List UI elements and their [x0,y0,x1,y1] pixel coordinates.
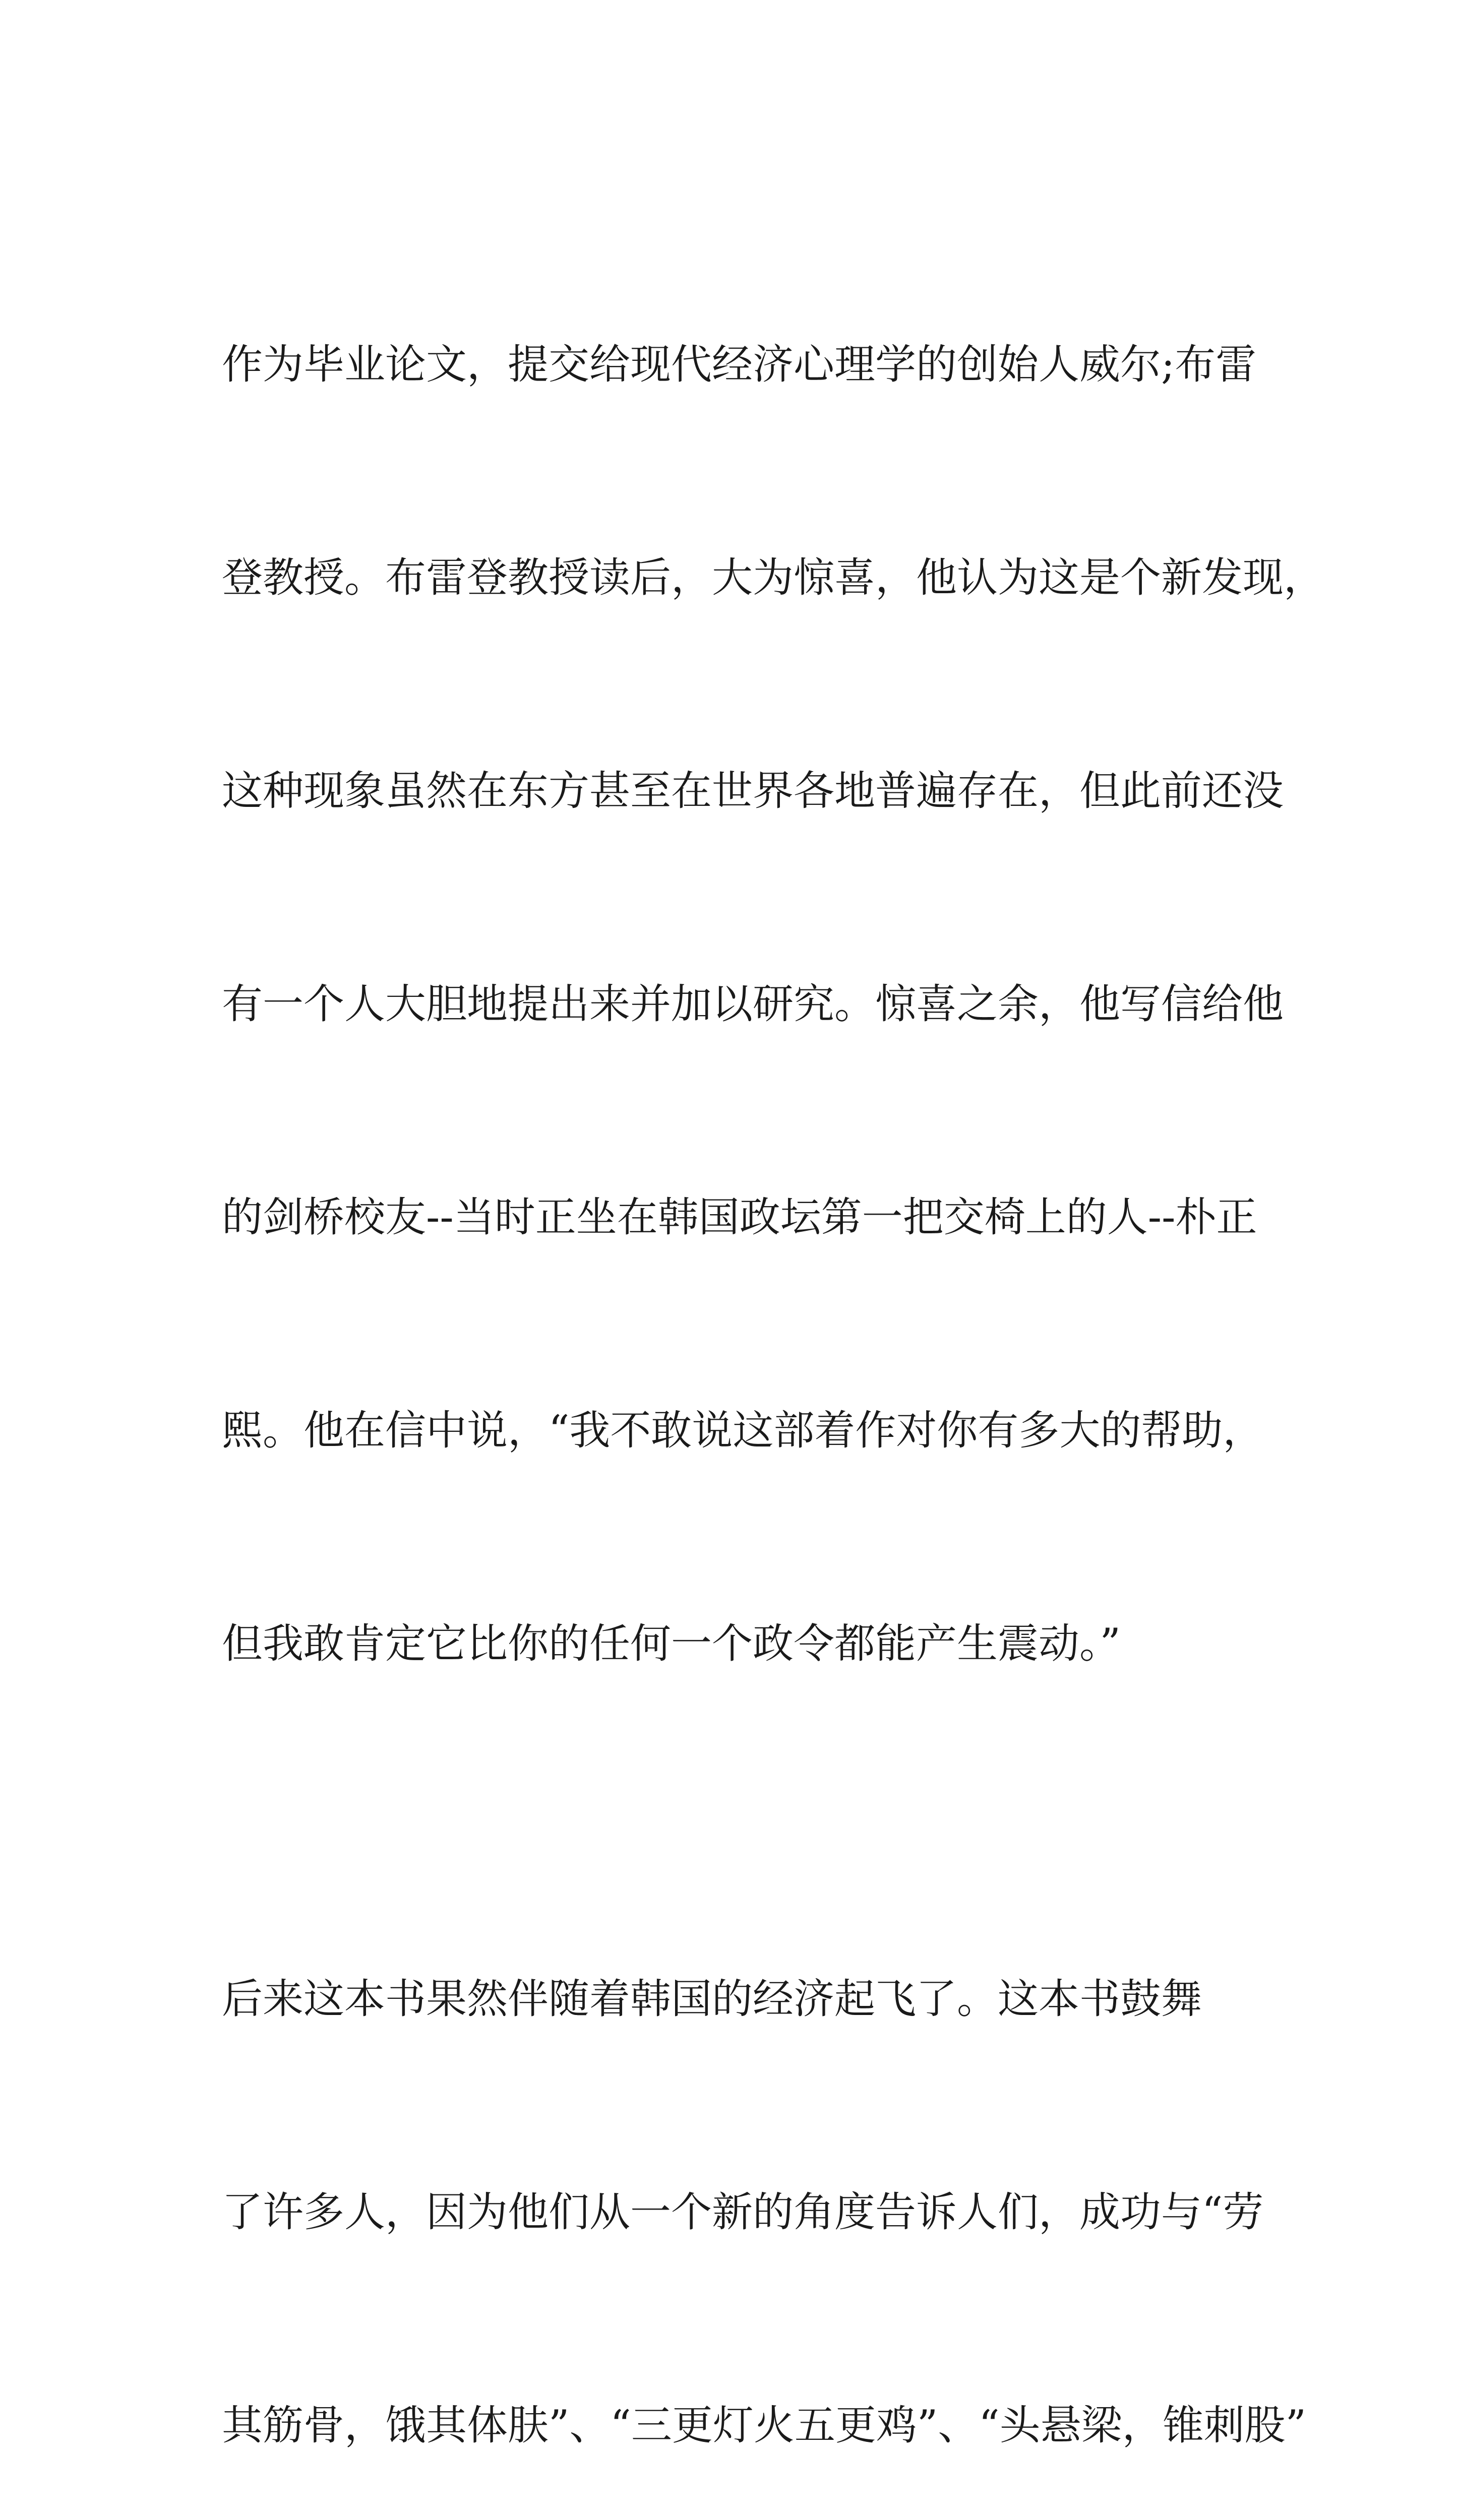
text-line: 后来这本书果然伴随着韩国的经济起飞了。这本书鼓舞 [222,1976,1202,2023]
text-line: 这种现象虽然在东方甚至在世界各地普遍存在，但此前还没 [222,768,1284,815]
text-line: 但我敢肯定它比你的任何一个政令都能产生震动。” [222,1620,1121,1668]
paragraph-1 [222,187,1325,1822]
text-line: 的剑桥校友--当时正坐在韩国政坛第一把交椅上的人--朴正 [222,1194,1257,1241]
text-line: 作为毕业论文，提交给现代经济心理学的创始人威尔;布雷 [222,341,1257,389]
document-body [222,187,1325,2520]
text-line: 有一个人大胆地提出来并加以研究。惊喜之余，他写信给他 [222,981,1284,1028]
text-line: 其筋骨，饿其体肤”、“三更灯火五更鸡”、“头悬梁，锥刺股” [222,2402,1307,2449]
text-line: 熙。他在信中说，“我不敢说这部着作对你有多大的帮助， [222,1407,1264,1455]
text-line: 登教授。布雷登教授读后，大为惊喜，他认为这是个新发现， [222,554,1325,602]
text-line: 了许多人，因为他们从一个新的角度告诉人们，成功与“劳 [222,2189,1264,2236]
paragraph-2 [222,1822,1307,2520]
